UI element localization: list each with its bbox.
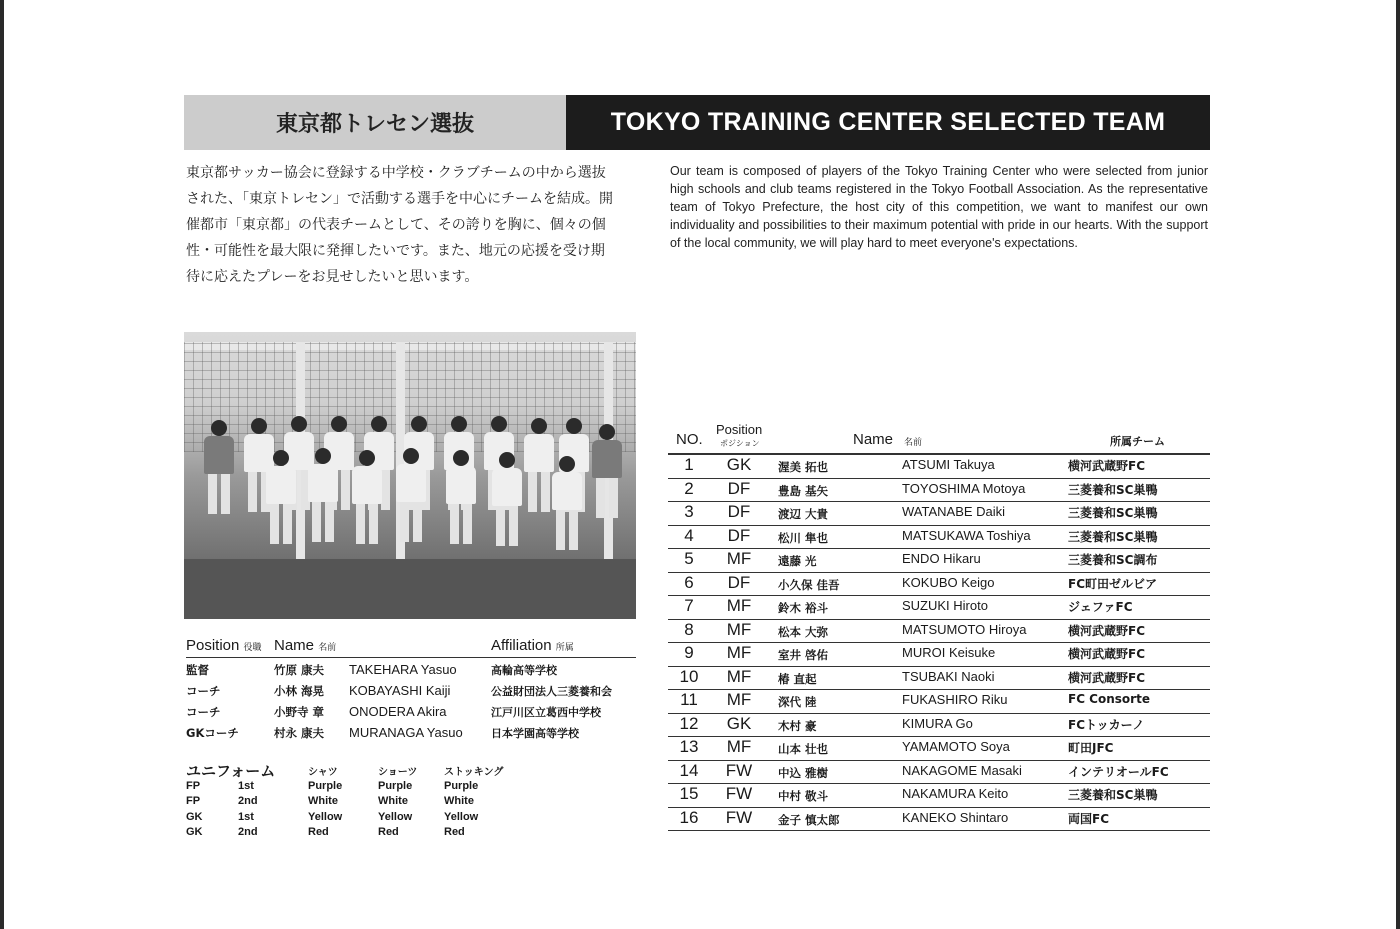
player-affiliation: FC Consorte bbox=[1068, 692, 1150, 706]
player-number: 12 bbox=[679, 713, 699, 733]
uniform-title: ユニフォーム bbox=[186, 762, 276, 780]
player-number: 2 bbox=[684, 478, 694, 498]
player-figure bbox=[352, 450, 382, 544]
player-number: 14 bbox=[679, 760, 699, 780]
player-name-en: MUROI Keisuke bbox=[902, 645, 996, 660]
uniform-kit: 1st bbox=[238, 811, 254, 823]
intro-jp-line: 待に応えたプレーをお見せしたいと思います。 bbox=[186, 269, 479, 285]
uniform-kit: 1st bbox=[238, 780, 254, 792]
staff-affiliation: 日本学園高等学校 bbox=[491, 727, 579, 740]
player-name-en: KOKUBO Keigo bbox=[902, 574, 995, 590]
roster-header bbox=[668, 420, 1210, 455]
page-edge-right bbox=[1396, 0, 1400, 929]
roster-header-no: NO. bbox=[676, 431, 703, 448]
staff-name-en: ONODERA Akira bbox=[349, 704, 447, 719]
player-position: MF bbox=[726, 666, 752, 686]
player-number: 8 bbox=[684, 619, 694, 639]
player-name-en: SUZUKI Hiroto bbox=[902, 598, 988, 613]
player-affiliation: 三菱養和SC調布 bbox=[1068, 553, 1158, 567]
uniform-shirt: Red bbox=[308, 826, 329, 838]
player-name-en: FUKASHIRO Riku bbox=[902, 692, 1008, 707]
staff-name-jp: 竹原 康夫 bbox=[274, 663, 325, 677]
player-number: 10 bbox=[679, 666, 699, 686]
player-name-en: TSUBAKI Naoki bbox=[902, 668, 995, 684]
staff-role: コーチ bbox=[186, 705, 221, 719]
staff-role: コーチ bbox=[186, 684, 221, 698]
player-position: MF bbox=[726, 690, 752, 709]
player-figure bbox=[266, 450, 296, 544]
player-affiliation: 三菱養和SC巣鴨 bbox=[1068, 788, 1158, 802]
table-row bbox=[668, 573, 1210, 597]
staff-role: GKコーチ bbox=[186, 726, 239, 740]
staff-affiliation: 公益財団法人三菱養和会 bbox=[491, 685, 612, 698]
table-row bbox=[668, 667, 1210, 691]
table-row bbox=[668, 620, 1210, 644]
table-row bbox=[668, 502, 1210, 526]
player-name-en: YAMAMOTO Soya bbox=[902, 739, 1010, 754]
staff-table bbox=[186, 662, 638, 746]
uniform-pos: GK bbox=[186, 811, 203, 823]
player-position: MF bbox=[726, 737, 752, 756]
player-number: 11 bbox=[680, 690, 698, 709]
player-name-jp: 豊島 基矢 bbox=[778, 483, 829, 498]
player-name-jp: 松川 隼也 bbox=[778, 530, 829, 545]
staff-header-position: Position 役職 bbox=[186, 637, 262, 654]
player-affiliation: FCトッカーノ bbox=[1068, 717, 1145, 732]
uniform-shirt: Yellow bbox=[308, 811, 343, 823]
player-number: 4 bbox=[684, 525, 694, 545]
intro-jp-line: 東京都サッカー協会に登録する中学校・クラブチームの中から選抜 bbox=[186, 165, 606, 181]
player-name-jp: 遠藤 光 bbox=[778, 554, 817, 568]
player-figure bbox=[492, 452, 522, 546]
table-row bbox=[668, 784, 1210, 808]
player-figure bbox=[552, 456, 582, 550]
player-number: 5 bbox=[684, 549, 694, 568]
staff-header bbox=[186, 637, 636, 658]
staff-name-jp: 小野寺 章 bbox=[274, 705, 325, 719]
page-edge-left bbox=[0, 0, 4, 929]
player-name-jp: 鈴木 裕斗 bbox=[778, 601, 829, 615]
player-name-en: MATSUKAWA Toshiya bbox=[902, 527, 1031, 543]
uniform-header-socks: ストッキング bbox=[444, 767, 504, 778]
player-position: DF bbox=[727, 478, 751, 498]
player-name-jp: 室井 啓佑 bbox=[778, 648, 829, 662]
header-title-jp: 東京都トレセン選抜 bbox=[184, 95, 566, 150]
intro-jp-line: された、「東京トレセン」で活動する選手を中心にチームを結成。開 bbox=[186, 191, 613, 207]
roster-header-name-jp: 名前 bbox=[904, 438, 923, 448]
player-name-jp: 椿 直起 bbox=[778, 671, 817, 686]
uniform-socks: Yellow bbox=[444, 811, 479, 823]
player-position: MF bbox=[726, 596, 752, 615]
uniform-header-shorts: ショーツ bbox=[378, 767, 418, 778]
player-position: MF bbox=[726, 619, 752, 639]
player-figure bbox=[592, 424, 622, 518]
player-affiliation: 横河武蔵野FC bbox=[1068, 623, 1146, 638]
player-affiliation: 町田JFC bbox=[1068, 741, 1114, 755]
staff-name-en: TAKEHARA Yasuo bbox=[349, 662, 457, 677]
player-figure bbox=[524, 418, 554, 512]
player-number: 9 bbox=[684, 643, 694, 662]
player-affiliation: 横河武蔵野FC bbox=[1068, 647, 1146, 661]
photo-ground bbox=[184, 559, 636, 619]
uniform-shirt: White bbox=[308, 795, 338, 807]
player-position: DF bbox=[727, 502, 751, 521]
uniform-socks: White bbox=[444, 795, 474, 807]
player-affiliation: 両国FC bbox=[1068, 811, 1110, 826]
player-name-en: NAKAGOME Masaki bbox=[902, 762, 1022, 778]
table-row bbox=[668, 455, 1210, 479]
team-photo bbox=[184, 332, 636, 619]
table-row bbox=[668, 596, 1210, 620]
player-figure bbox=[308, 448, 338, 542]
header-title-en: TOKYO TRAINING CENTER SELECTED TEAM bbox=[566, 95, 1210, 150]
player-roster bbox=[668, 420, 1210, 831]
player-name-en: KIMURA Go bbox=[902, 715, 973, 731]
intro-jp-line: 催都市「東京都」の代表チームとして、その誇りを胸に、個々の個 bbox=[186, 217, 606, 233]
table-row bbox=[668, 690, 1210, 714]
staff-row bbox=[186, 683, 638, 704]
uniform-pos: FP bbox=[186, 795, 201, 807]
uniform-socks: Purple bbox=[444, 780, 479, 792]
uniform-shorts: Yellow bbox=[378, 811, 413, 823]
player-name-en: ATSUMI Takuya bbox=[902, 457, 995, 472]
player-number: 13 bbox=[679, 737, 699, 756]
player-name-en: NAKAMURA Keito bbox=[902, 786, 1009, 801]
uniform-shirt: Purple bbox=[308, 780, 343, 792]
player-number: 16 bbox=[679, 807, 699, 827]
staff-header-name: Name 名前 bbox=[274, 637, 337, 654]
staff-affiliation: 江戸川区立葛西中学校 bbox=[491, 706, 601, 719]
uniform-pos: GK bbox=[186, 826, 203, 838]
player-name-jp: 中込 雅樹 bbox=[778, 765, 829, 780]
player-position: MF bbox=[726, 549, 752, 568]
player-name-jp: 金子 慎太郎 bbox=[778, 812, 840, 827]
staff-header-position-jp: 役職 bbox=[243, 642, 262, 652]
player-figure bbox=[446, 450, 476, 544]
player-affiliation: インテリオールFC bbox=[1068, 764, 1169, 779]
player-name-jp: 小久保 佳吾 bbox=[778, 577, 840, 592]
roster-header-name: Name bbox=[853, 431, 894, 448]
staff-name-en: MURANAGA Yasuo bbox=[349, 725, 463, 740]
player-name-en: WATANABE Daiki bbox=[902, 504, 1006, 519]
player-affiliation: 三菱養和SC巣鴨 bbox=[1068, 506, 1158, 520]
player-figure bbox=[204, 420, 234, 514]
table-row bbox=[668, 643, 1210, 667]
player-position: FW bbox=[725, 760, 753, 780]
staff-role: 監督 bbox=[186, 663, 209, 677]
player-name-en: KANEKO Shintaro bbox=[902, 809, 1009, 825]
player-name-jp: 中村 敬斗 bbox=[778, 789, 829, 803]
player-affiliation: 三菱養和SC巣鴨 bbox=[1068, 482, 1158, 497]
player-affiliation: 横河武蔵野FC bbox=[1068, 670, 1146, 685]
uniform-shorts: Red bbox=[378, 826, 399, 838]
player-name-jp: 木村 豪 bbox=[778, 718, 817, 733]
staff-affiliation: 高輪高等学校 bbox=[491, 664, 557, 677]
staff-name-jp: 村永 康夫 bbox=[274, 726, 325, 740]
player-name-en: MATSUMOTO Hiroya bbox=[902, 621, 1027, 637]
table-row bbox=[668, 714, 1210, 738]
player-affiliation: ジェファFC bbox=[1068, 600, 1133, 614]
roster-header-position-jp: ポジション bbox=[720, 439, 760, 448]
table-row bbox=[668, 479, 1210, 503]
player-affiliation: FC町田ゼルビア bbox=[1068, 576, 1158, 591]
player-affiliation: 三菱養和SC巣鴨 bbox=[1068, 529, 1158, 544]
player-position: DF bbox=[727, 572, 751, 592]
player-position: GK bbox=[726, 713, 752, 733]
player-name-jp: 山本 壮也 bbox=[778, 742, 829, 756]
player-number: 15 bbox=[679, 784, 699, 803]
staff-name-jp: 小林 海晃 bbox=[274, 684, 325, 698]
player-name-en: TOYOSHIMA Motoya bbox=[902, 480, 1026, 496]
player-position: MF bbox=[726, 643, 752, 662]
intro-jp-line: 性・可能性を最大限に発揮したいです。また、地元の応援を受け期 bbox=[186, 243, 605, 259]
player-name-jp: 深代 陸 bbox=[778, 695, 817, 709]
table-row bbox=[668, 549, 1210, 573]
player-number: 7 bbox=[684, 596, 694, 615]
staff-header-affiliation: Affiliation 所属 bbox=[491, 637, 574, 654]
staff-row bbox=[186, 704, 638, 725]
player-figure bbox=[396, 448, 426, 542]
roster-header-team-jp: 所属チーム bbox=[1110, 435, 1165, 448]
player-position: FW bbox=[725, 784, 753, 803]
uniform-header-shirt: シャツ bbox=[308, 767, 338, 778]
uniform-shorts: Purple bbox=[378, 780, 413, 792]
player-affiliation: 横河武蔵野FC bbox=[1068, 459, 1146, 473]
player-name-jp: 松本 大弥 bbox=[778, 624, 829, 639]
player-number: 3 bbox=[684, 502, 694, 521]
roster-header-position: Position bbox=[716, 422, 763, 437]
player-name-jp: 渥美 拓也 bbox=[778, 460, 829, 474]
staff-name-en: KOBAYASHI Kaiji bbox=[349, 683, 451, 698]
uniform-pos: FP bbox=[186, 780, 201, 792]
staff-header-affiliation-jp: 所属 bbox=[555, 642, 574, 652]
uniform-kit: 2nd bbox=[238, 826, 258, 838]
table-row bbox=[668, 761, 1210, 785]
table-row bbox=[668, 526, 1210, 550]
player-number: 1 bbox=[684, 455, 694, 474]
player-position: GK bbox=[726, 455, 752, 474]
uniform-socks: Red bbox=[444, 826, 465, 838]
player-number: 6 bbox=[684, 572, 694, 592]
staff-row bbox=[186, 725, 638, 746]
staff-header-name-jp: 名前 bbox=[318, 642, 337, 652]
player-position: DF bbox=[727, 525, 751, 545]
player-name-en: ENDO Hikaru bbox=[902, 551, 981, 566]
player-name-jp: 渡辺 大貴 bbox=[778, 507, 829, 521]
table-row bbox=[668, 808, 1210, 832]
player-position: FW bbox=[725, 807, 753, 827]
uniform-shorts: White bbox=[378, 795, 408, 807]
table-row bbox=[668, 737, 1210, 761]
intro-japanese bbox=[186, 160, 638, 290]
uniform-kit: 2nd bbox=[238, 795, 258, 807]
intro-english: Our team is composed of players of the Tokyo Training Center who were selected from junior high schools and club teams registered in the Tokyo Football Association. As the representative team of Tokyo Prefecture, the host city of this competition, we want to manifest our own individuality and possibilities to their maximum potential with pride in our hearts. With the support of the local community, we will play hard to meet everyone's expectations. bbox=[670, 164, 1208, 250]
staff-row bbox=[186, 662, 638, 683]
